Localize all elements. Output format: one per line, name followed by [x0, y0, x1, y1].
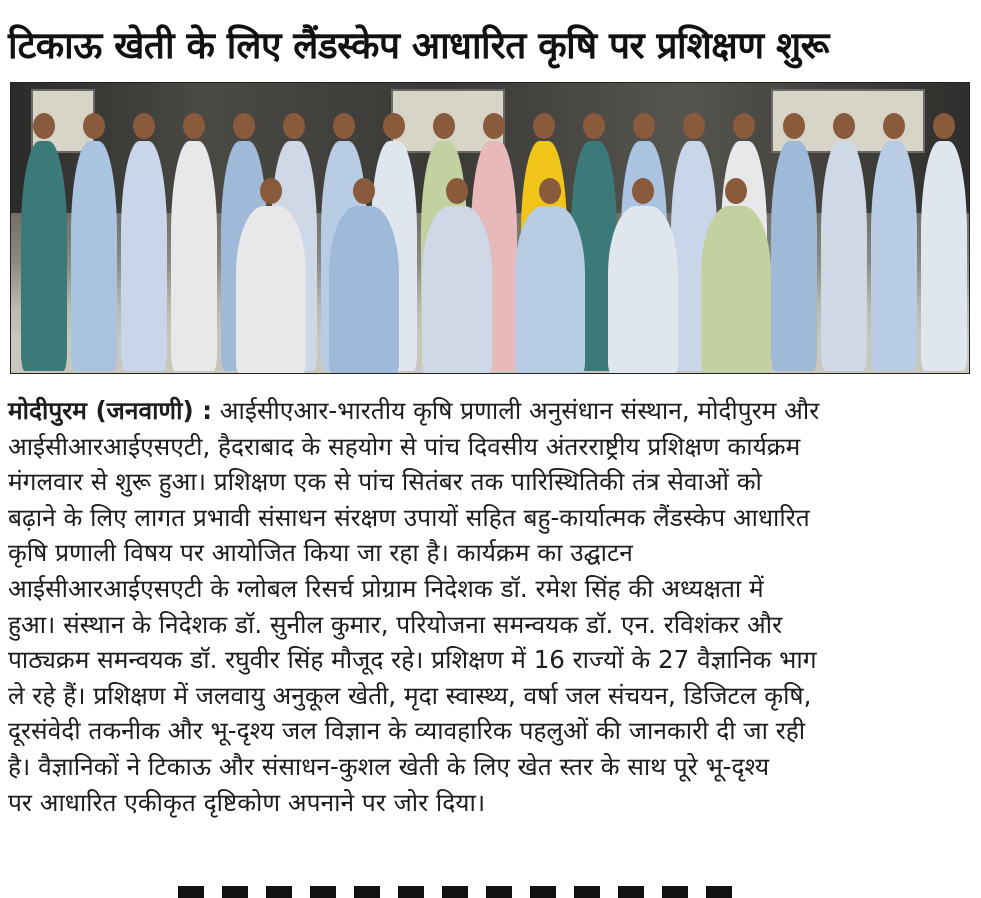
photo-person-head — [233, 113, 255, 139]
photo-person-head — [632, 178, 654, 204]
article-headline: टिकाऊ खेती के लिए लैंडस्केप आधारित कृषि पर प्रशिक्षण शुरू — [8, 24, 829, 67]
article-line: पर आधारित एकीकृत दृष्टिकोण अपनाने पर जोर दिया। — [8, 787, 486, 817]
photo-person — [121, 141, 167, 371]
previous-article-clipped-text — [8, 0, 968, 6]
photo-person — [71, 141, 117, 371]
article-dateline: मोदीपुरम (जनवाणी) : — [8, 396, 212, 425]
photo-person — [771, 141, 817, 371]
photo-person-head — [83, 113, 105, 139]
photo-person — [821, 141, 867, 371]
photo-person — [171, 141, 217, 371]
clipped-text-fragment — [178, 886, 738, 898]
article-line: दूरसंवेदी तकनीक और भू-दृश्य जल विज्ञान के व्यावहारिक पहलुओं की जानकारी दी जा रही — [8, 716, 806, 746]
photo-person-head — [283, 113, 305, 139]
photo-person-head — [383, 113, 405, 139]
photo-person-head — [483, 113, 505, 139]
photo-person-head — [725, 178, 747, 204]
article-line: आईसीआरआईएसएटी, हैदराबाद के सहयोग से पांच दिवसीय अंतरराष्ट्रीय प्रशिक्षण कार्यक्रम — [8, 431, 801, 461]
photo-person-head — [883, 113, 905, 139]
article-line — [8, 393, 974, 429]
photo-person-head — [333, 113, 355, 139]
article-line-text: आईसीएआर-भारतीय कृषि प्रणाली अनुसंधान संस्थान, मोदीपुरम और — [219, 396, 820, 425]
group-photo — [10, 82, 970, 374]
photo-person-head — [433, 113, 455, 139]
article-line: है। वैज्ञानिकों ने टिकाऊ और संसाधन-कुशल खेती के लिए खेत स्तर के साथ पूरे भू-दृश्य — [8, 751, 770, 781]
photo-person — [921, 141, 967, 371]
photo-person-head — [260, 178, 282, 204]
photo-person-head — [733, 113, 755, 139]
photo-person-head — [133, 113, 155, 139]
photo-person — [515, 206, 585, 374]
photo-person-head — [183, 113, 205, 139]
photo-person-head — [33, 113, 55, 139]
photo-person-head — [353, 178, 375, 204]
photo-person-head — [533, 113, 555, 139]
next-article-clipped-headline — [8, 880, 973, 898]
photo-person-head — [446, 178, 468, 204]
article-body — [8, 393, 974, 820]
article-line: हुआ। संस्थान के निदेशक डॉ. सुनील कुमार, परियोजना समन्वयक डॉ. एन. रविशंकर और — [8, 609, 783, 639]
article-line: पाठ्यक्रम समन्वयक डॉ. रघुवीर सिंह मौजूद रहे। प्रशिक्षण में 16 राज्यों के 27 वैज्ञानिक भाग — [8, 645, 817, 675]
photo-person — [871, 141, 917, 371]
article-line: आईसीआरआईएसएटी के ग्लोबल रिसर्च प्रोग्राम निदेशक डॉ. रमेश सिंह की अध्यक्षता में — [8, 573, 764, 603]
photo-person-head — [539, 178, 561, 204]
photo-person — [608, 206, 678, 374]
article-line: बढ़ाने के लिए लागत प्रभावी संसाधन संरक्षण उपायों सहित बहु-कार्यात्मक लैंडस्केप आधारित — [8, 502, 810, 532]
photo-person — [422, 206, 492, 374]
photo-person-head — [583, 113, 605, 139]
article-line: मंगलवार से शुरू हुआ। प्रशिक्षण एक से पांच सितंबर तक पारिस्थितिकी तंत्र सेवाओं को — [8, 467, 762, 497]
photo-person — [329, 206, 399, 374]
photo-person-head — [633, 113, 655, 139]
photo-person — [21, 141, 67, 371]
article-line: कृषि प्रणाली विषय पर आयोजित किया जा रहा है। कार्यक्रम का उद्घाटन — [8, 538, 633, 568]
photo-person — [701, 206, 771, 374]
photo-person-head — [833, 113, 855, 139]
article-line: ले रहे हैं। प्रशिक्षण में जलवायु अनुकूल खेती, मृदा स्वास्थ्य, वर्षा जल संचयन, डिजिटल कृषि, — [8, 680, 812, 710]
photo-person-head — [683, 113, 705, 139]
photo-person-head — [783, 113, 805, 139]
photo-person — [236, 206, 306, 374]
photo-person-head — [933, 113, 955, 139]
